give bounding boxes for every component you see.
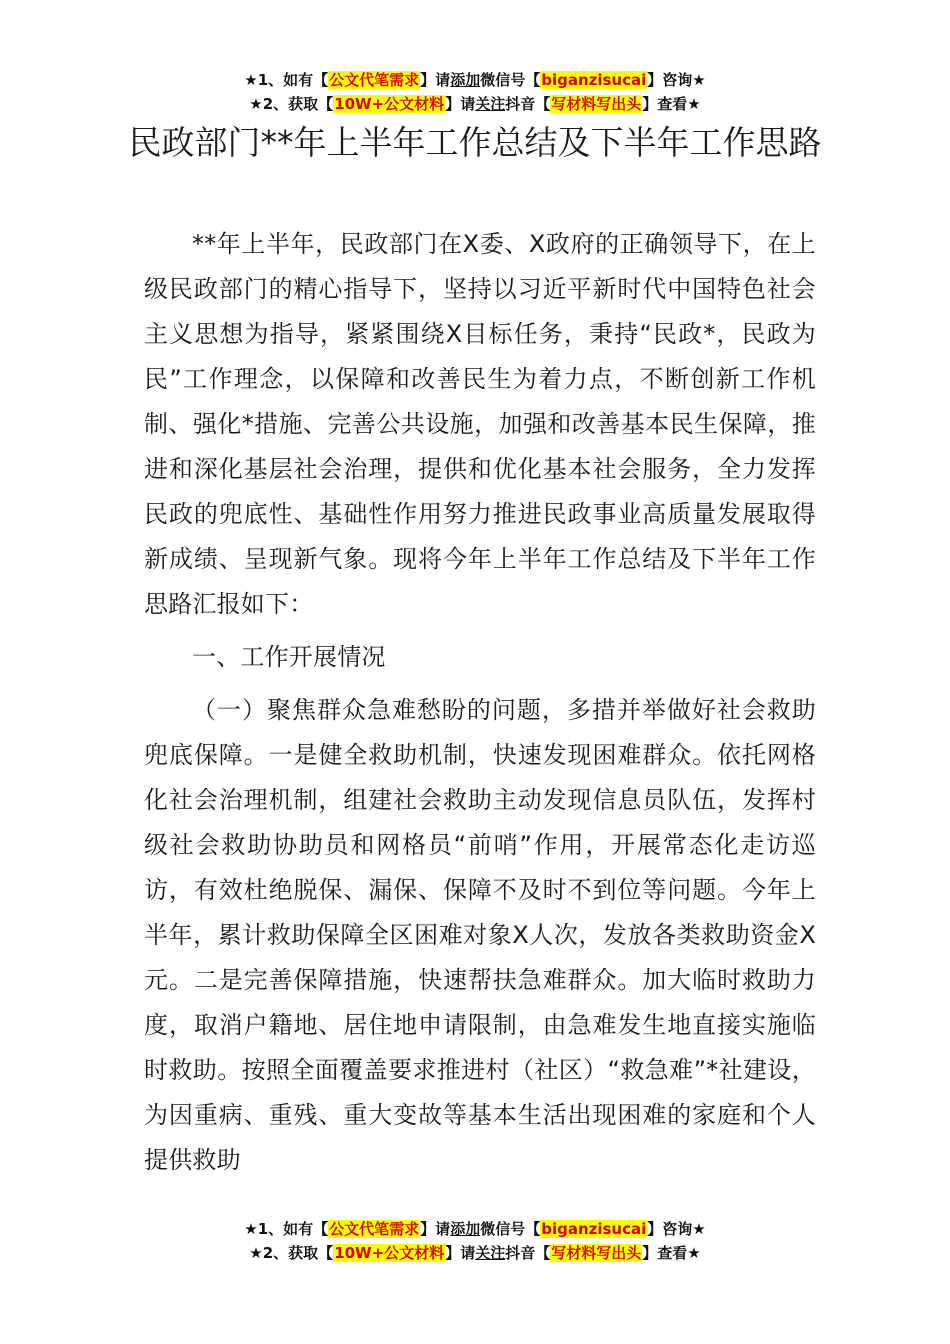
banner-text: 微信号【 xyxy=(480,71,541,89)
banner-text: 抖音【 xyxy=(505,95,551,113)
underlined-text: 关注 xyxy=(475,1244,506,1262)
banner-text: 】请 xyxy=(420,1220,451,1238)
body-paragraph: （一）聚焦群众急难愁盼的问题，多措并举做好社会救助兜底保障。一是健全救助机制，快速发现困难群众。依托网格化社会治理机制，组建社会救助主动发现信息员队伍，发挥村级社会救助协助员和网格员“前哨”作用，开展常态化走访巡访，有效杜绝脱保、漏保、保障不及时不到位等问题。今年上半年，累计救助保障全区困难对象X人次，发放各类救助资金X元。二是完善保障措施，快速帮扶急难群众。加大临时救助力度，取消户籍地、居住地申请限制，由急难发生地直接实施临时救助。按照全面覆盖要求推进村（社区）“救急难”*社建设，为因重病、重残、重大变故等基本生活出现困难的家庭和个人提供救助 xyxy=(144,696,816,1174)
banner-text: 】查看★ xyxy=(642,95,701,113)
banner-text: 】咨询★ xyxy=(647,1220,706,1238)
highlight-text: 10W+公文材料 xyxy=(334,95,445,113)
highlight-text: 公文代笔需求 xyxy=(329,71,420,89)
banner-text: 抖音【 xyxy=(505,1244,551,1262)
banner-text: ★2、获取【 xyxy=(249,95,334,113)
highlight-text: 公文代笔需求 xyxy=(329,1220,420,1238)
wechat-id: biganzisucai xyxy=(541,71,647,89)
banner-line-2 xyxy=(0,1241,950,1265)
banner-text: ★1、如有【 xyxy=(244,71,329,89)
underlined-text: 添加 xyxy=(450,71,481,89)
banner-line-2 xyxy=(0,92,950,116)
section-heading: 一、工作开展情况 xyxy=(192,643,386,671)
underlined-text: 关注 xyxy=(475,95,506,113)
underlined-text: 添加 xyxy=(450,1220,481,1238)
intro-paragraph: **年上半年，民政部门在X委、X政府的正确领导下，在上级民政部门的精心指导下，坚持以习近平新时代中国特色社会主义思想为指导，紧紧围绕X目标任务，秉持“民政*，民政为民”工作理念，以保障和改善民生为着力点，不断创新工作机制、强化*措施、完善公共设施，加强和改善基本民生保障，推进和深化基层社会治理，提供和优化基本社会服务，全力发挥民政的兜底性、基础性作用努力推进民政事业高质量发展取得新成绩、呈现新气象。现将今年上半年工作总结及下半年工作思路汇报如下： xyxy=(144,230,816,618)
document-body xyxy=(144,222,816,1183)
banner-line-1 xyxy=(0,1217,950,1241)
top-banner xyxy=(0,68,950,116)
document-title: 民政部门**年上半年工作总结及下半年工作思路 xyxy=(128,123,822,162)
douyin-id: 写材料写出头 xyxy=(551,95,642,113)
banner-text: ★2、获取【 xyxy=(249,1244,334,1262)
banner-text: 】请 xyxy=(445,95,476,113)
banner-text: 微信号【 xyxy=(480,1220,541,1238)
banner-line-1 xyxy=(0,68,950,92)
banner-text: 】请 xyxy=(420,71,451,89)
banner-text: 】查看★ xyxy=(642,1244,701,1262)
douyin-id: 写材料写出头 xyxy=(551,1244,642,1262)
banner-text: 】请 xyxy=(445,1244,476,1262)
bottom-banner xyxy=(0,1217,950,1265)
highlight-text: 10W+公文材料 xyxy=(334,1244,445,1262)
banner-text: 】咨询★ xyxy=(647,71,706,89)
wechat-id: biganzisucai xyxy=(541,1220,647,1238)
banner-text: ★1、如有【 xyxy=(244,1220,329,1238)
